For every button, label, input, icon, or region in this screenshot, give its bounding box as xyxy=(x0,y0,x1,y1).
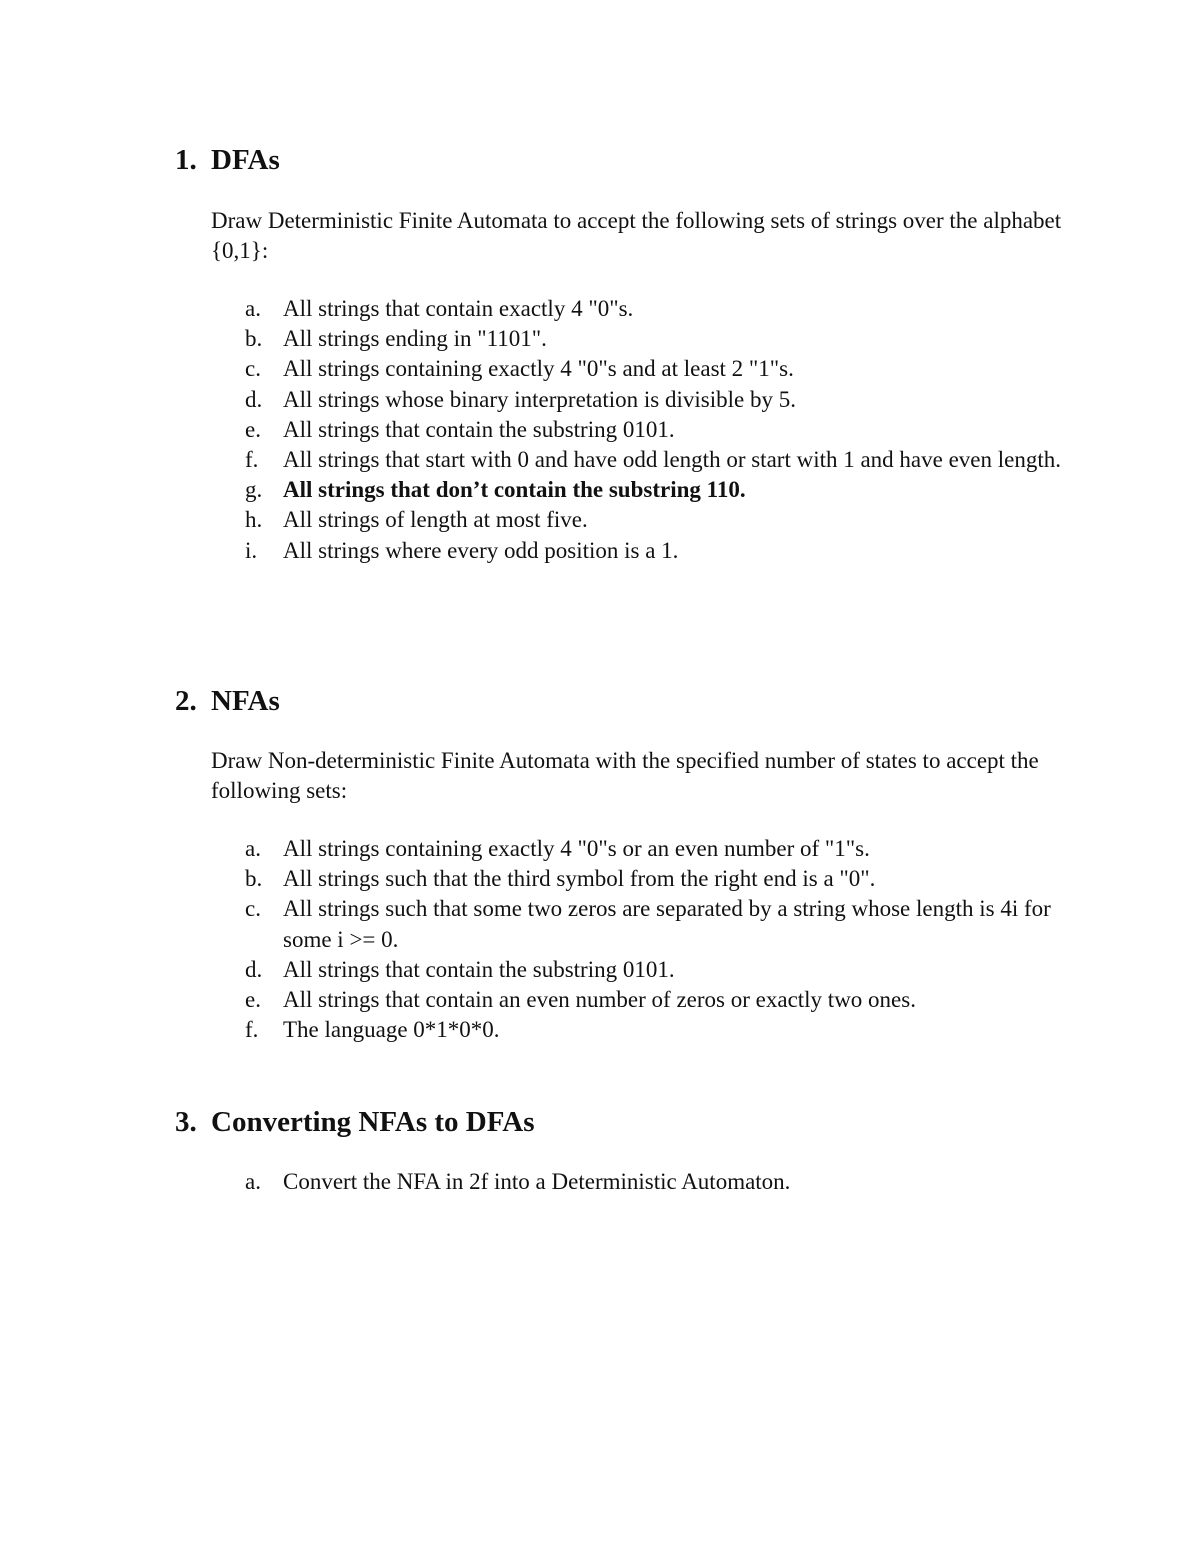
list-item xyxy=(245,445,1075,475)
item-text: All strings that contain the substring 0101. xyxy=(283,416,675,442)
item-marker: h. xyxy=(245,507,263,533)
item-text: All strings that contain exactly 4 "0"s. xyxy=(283,296,634,321)
section-number: 2. xyxy=(175,685,197,717)
item-text: All strings that start with 0 and have odd length or start with 1 and have even length. xyxy=(283,447,1062,473)
item-text: All strings containing exactly 4 "0"s or an even number of "1"s. xyxy=(283,836,870,861)
list-item xyxy=(245,324,1075,354)
list-item xyxy=(245,864,1075,894)
item-marker: b. xyxy=(245,326,263,352)
item-marker: e. xyxy=(245,987,261,1013)
item-marker: a. xyxy=(245,836,261,861)
list-item xyxy=(245,536,1075,566)
list-item xyxy=(245,294,1075,324)
list-item xyxy=(245,955,1075,985)
item-marker: f. xyxy=(245,1017,259,1043)
item-text: All strings that don’t contain the substring 110. xyxy=(283,477,746,503)
section-title: DFAs xyxy=(211,144,280,176)
item-marker: e. xyxy=(245,416,261,442)
item-text: All strings ending in "1101". xyxy=(283,326,547,352)
section-title: NFAs xyxy=(211,685,280,717)
item-marker: b. xyxy=(245,866,263,892)
problem-list xyxy=(245,294,1075,566)
item-marker: a. xyxy=(245,296,261,321)
list-item xyxy=(245,415,1075,445)
list-item xyxy=(245,1167,1075,1197)
section-heading xyxy=(175,1105,535,1139)
section-heading xyxy=(175,684,280,718)
item-marker: f. xyxy=(245,447,259,473)
section-number: 1. xyxy=(175,144,197,176)
item-text: The language 0*1*0*0. xyxy=(283,1017,500,1043)
item-text: All strings where every odd position is a 1. xyxy=(283,537,679,563)
item-text: All strings of length at most five. xyxy=(283,507,588,533)
item-marker: d. xyxy=(245,956,263,982)
item-marker: c. xyxy=(245,896,261,922)
list-item xyxy=(245,1015,1075,1045)
problem-list xyxy=(245,1167,1075,1197)
list-item xyxy=(245,505,1075,535)
list-item xyxy=(245,475,1075,505)
list-item xyxy=(245,354,1075,384)
item-marker: a. xyxy=(245,1169,261,1194)
item-text: All strings that contain the substring 0101. xyxy=(283,956,675,982)
section-intro: Draw Non-deterministic Finite Automata with the specified number of states to accept the following sets: xyxy=(211,748,1039,803)
list-item xyxy=(245,985,1075,1015)
item-text: All strings whose binary interpretation is divisible by 5. xyxy=(283,386,796,412)
section-intro: Draw Deterministic Finite Automata to accept the following sets of strings over the alphabet {0,1}: xyxy=(211,208,1062,263)
item-text: All strings that contain an even number of zeros or exactly two ones. xyxy=(283,987,916,1013)
item-text: All strings such that some two zeros are separated by a string whose length is 4i for some i >= 0. xyxy=(283,896,1051,952)
item-marker: c. xyxy=(245,356,261,382)
list-item xyxy=(245,385,1075,415)
item-marker: i. xyxy=(245,537,258,563)
item-text: Convert the NFA in 2f into a Deterministic Automaton. xyxy=(283,1169,791,1194)
section-number: 3. xyxy=(175,1106,197,1138)
item-marker: g. xyxy=(245,477,263,503)
item-marker: d. xyxy=(245,386,263,412)
problem-list xyxy=(245,834,1075,1045)
item-text: All strings containing exactly 4 "0"s and at least 2 "1"s. xyxy=(283,356,794,382)
list-item xyxy=(245,834,1075,864)
list-item xyxy=(245,894,1075,954)
section-title: Converting NFAs to DFAs xyxy=(211,1106,535,1138)
section-heading xyxy=(175,143,280,177)
item-text: All strings such that the third symbol from the right end is a "0". xyxy=(283,866,876,892)
